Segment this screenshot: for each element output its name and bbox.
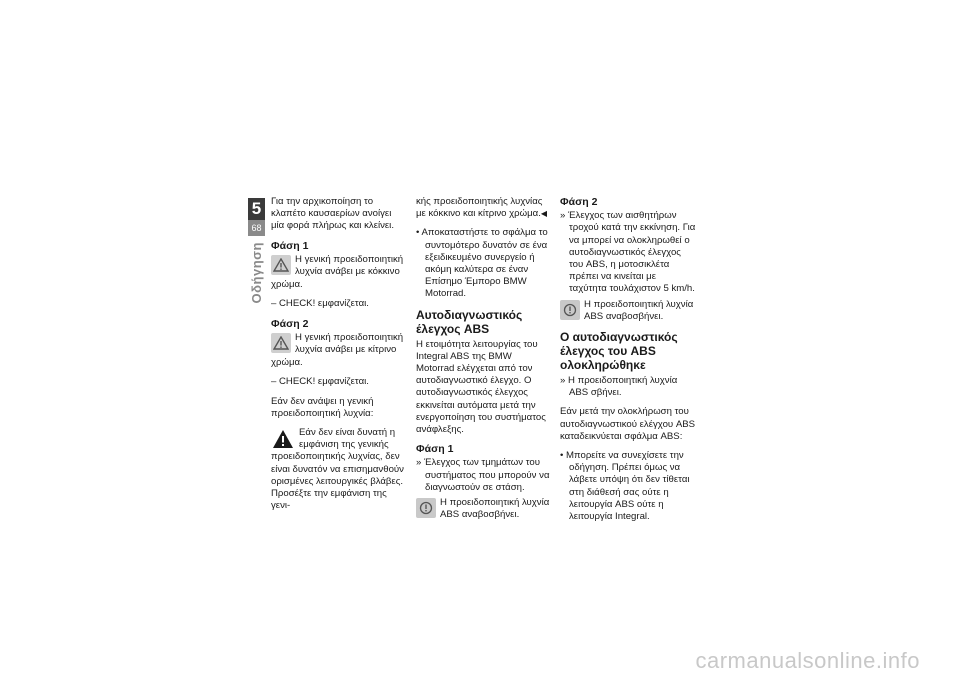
abs-phase2-indicator-text: Η προειδοποιητική λυχνία ABS αναβοσβήνει. xyxy=(584,298,694,322)
phase2-heading: Φάση 2 xyxy=(271,317,309,330)
continued-text: κής προειδοποιητικής λυχνίας με κόκκινο και κίτρινο χρώμα. xyxy=(416,196,543,220)
continued-paragraph xyxy=(416,196,552,220)
abs-warning-icon xyxy=(416,498,436,518)
text-column-1 xyxy=(271,196,407,515)
warning-triangle-icon xyxy=(271,333,291,353)
if-not-lit-paragraph: Εάν δεν ανάψει η γενική προειδοποιητική λυχνία: xyxy=(271,395,374,419)
abs-phase2-heading: Φάση 2 xyxy=(560,196,598,208)
warning-triangle-icon xyxy=(271,255,291,275)
end-mark-icon: ◀ xyxy=(540,209,548,219)
abs-warning-icon xyxy=(560,300,580,320)
abs-selftest-heading: Αυτοδιαγνωστικός έλεγχος ABS xyxy=(416,307,523,336)
phase2-indicator-tail: χρώμα. xyxy=(271,357,303,369)
phase1-indicator xyxy=(271,254,407,278)
warning-note xyxy=(271,427,407,512)
abs-complete-result: » Η προειδοποιητική λυχνία ABS σβήνει. xyxy=(560,375,678,399)
phase2-indicator xyxy=(271,332,407,356)
abs-complete-heading: Ο αυτοδιαγνωστικός έλεγχος του ABS ολοκληρώθηκε xyxy=(560,330,678,373)
intro-paragraph: Για την αρχικοποίηση το κλαπέτο καυσαερίων ανοίγει μία φορά πλήρως και κλείνει. xyxy=(271,196,394,232)
abs-phase2-indicator xyxy=(560,299,696,323)
text-column-2 xyxy=(416,196,552,524)
phase1-heading: Φάση 1 xyxy=(271,239,309,252)
abs-phase2-result: » Έλεγχος των αισθητήρων τροχού κατά την εκκίνηση. Για να μπορεί να ολοκληρωθεί ο αυτοδιαγνωστικός έλεγχος του ABS, η μοτοσικλέτα πρέπει να κινείται με ταχύτητα τουλάχιστον 5 km/h. xyxy=(560,210,696,295)
phase1-indicator-tail: χρώμα. xyxy=(271,279,303,291)
phase1-indicator-text: Η γενική προειδοποιητική λυχνία ανάβει με κόκκινο xyxy=(295,253,404,278)
repair-bullet: • Αποκαταστήστε το σφάλμα το συντομότερο δυνατόν σε ένα εξειδικευμένο συνεργείο ή ακόμη καλύτερα σε έναν Επίσημο Έμπορο BMW Motorrad. xyxy=(416,227,548,300)
abs-phase1-heading: Φάση 1 xyxy=(416,443,454,456)
chapter-number: 5 xyxy=(248,198,265,220)
abs-fault-paragraph: Εάν μετά την ολοκλήρωση του αυτοδιαγνωστικού ελέγχου ABS καταδεικνύεται σφάλμα ABS: xyxy=(560,406,696,442)
warning-note-text: Εάν δεν είναι δυνατή η εμφάνιση της γενικής προειδοποιητικής λυχνίας, δεν είναι δυνατόν να επισημανθούν ορισμένες λειτουργικές βλάβες. Προσέξτε την εμφάνιση της γενι- xyxy=(271,427,404,512)
abs-selftest-paragraph: Η ετοιμότητα λειτουργίας του Integral ABS της BMW Motorrad ελέγχεται από τον αυτοδιαγνωστικό έλεγχο. Ο αυτοδιαγνωστικός έλεγχος εκκινείται αυτόματα μετά την ενεργοποίηση του συστήματος ανάφλεξης. xyxy=(416,338,546,436)
watermark: carmanualsonline.info xyxy=(695,648,920,673)
abs-phase1-result: » Έλεγχος των τμημάτων του συστήματος που μπορούν να διαγνωστούν σε στάση. xyxy=(416,457,550,493)
chapter-tab xyxy=(248,198,265,303)
phase1-check-line: – CHECK! εμφανίζεται. xyxy=(271,298,369,310)
continue-riding-bullet: • Μπορείτε να συνεχίσετε την οδήγηση. Πρέπει όμως να λάβετε υπόψη ότι δεν τίθεται στη διάθεσή σας ούτε η λειτουργία ABS ούτε η λειτουργία Integral. xyxy=(560,450,690,523)
phase2-indicator-text: Η γενική προειδοποιητική λυχνία ανάβει με κίτρινο xyxy=(295,331,404,356)
abs-phase1-indicator xyxy=(416,497,552,521)
text-column-3 xyxy=(560,196,696,529)
abs-phase1-indicator-text: Η προειδοποιητική λυχνία ABS αναβοσβήνει. xyxy=(440,497,550,521)
phase2-check-line: – CHECK! εμφανίζεται. xyxy=(271,376,369,388)
chapter-name: Οδήγηση xyxy=(249,242,264,304)
page-number: 68 xyxy=(248,220,265,236)
caution-icon xyxy=(271,428,295,450)
